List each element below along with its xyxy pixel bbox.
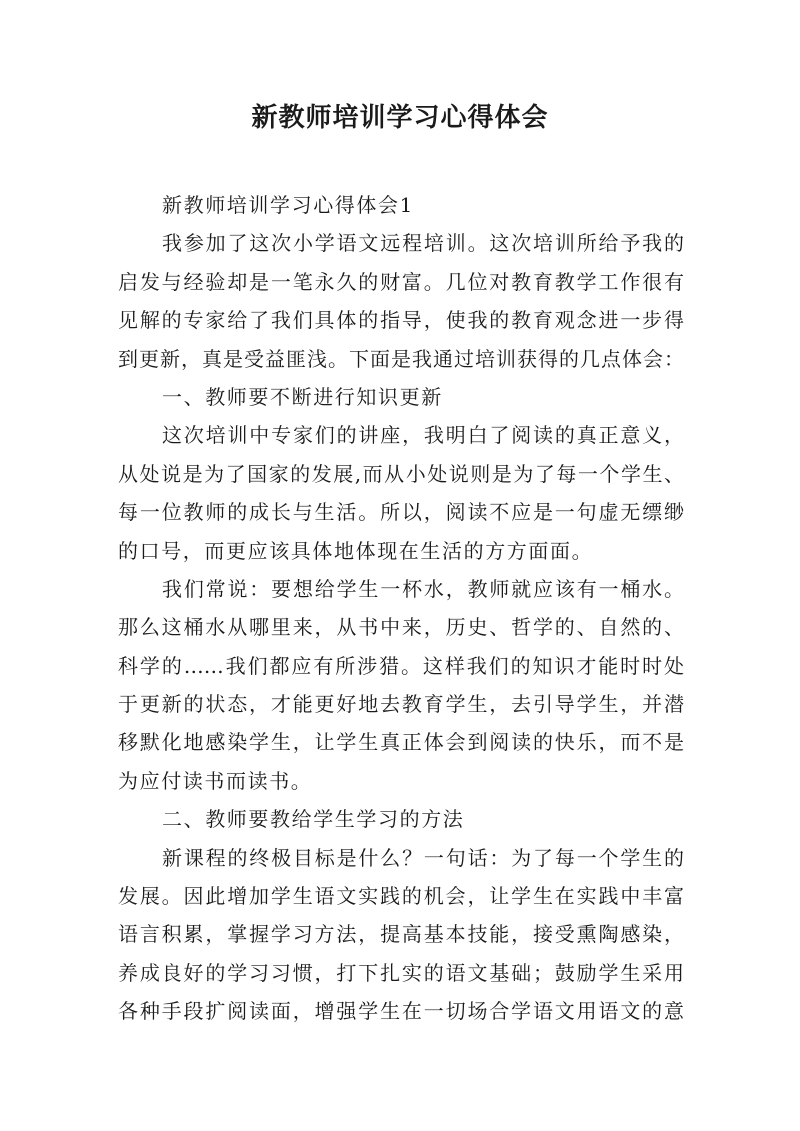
text-line: 我参加了这次小学语文远程培训。这次培训所给予我的 <box>162 231 684 256</box>
document-body <box>118 186 684 1031</box>
text-line: 新课程的终极目标是什么？一句话：为了每一个学生的 <box>162 845 684 870</box>
text-line: 科学的……我们都应有所涉猎。这样我们的知识才能时时处 <box>118 653 684 678</box>
text-line: 这次培训中专家们的讲座，我明白了阅读的真正意义， <box>162 423 684 448</box>
text-line: 发展。因此增加学生语文实践的机会，让学生在实践中丰富 <box>118 884 684 909</box>
text-line: 于更新的状态，才能更好地去教育学生，去引导学生，并潜 <box>118 692 684 717</box>
text-line: 各种手段扩阅读面，增强学生在一切场合学语文用语文的意 <box>118 999 684 1024</box>
text-line: 语言积累，掌握学习方法，提高基本技能，接受熏陶感染， <box>118 922 684 947</box>
text-line: 见解的专家给了我们具体的指导，使我的教育观念进一步得 <box>118 308 684 333</box>
text-line: 养成良好的学习习惯，打下扎实的语文基础；鼓励学生采用 <box>118 960 684 985</box>
document-title: 新教师培训学习心得体会 <box>251 103 549 133</box>
text-line: 移默化地感染学生，让学生真正体会到阅读的快乐，而不是 <box>118 730 684 755</box>
text-line: 一、教师要不断进行知识更新 <box>162 384 443 409</box>
text-line: 新教师培训学习心得体会1 <box>162 193 414 217</box>
text-line: 为应付读书而读书。 <box>118 768 313 793</box>
text-line: 二、教师要教给学生学习的方法 <box>162 807 465 832</box>
text-line: 每一位教师的成长与生活。所以，阅读不应是一句虚无缥缈 <box>118 500 684 525</box>
text-line: 到更新，真是受益匪浅。下面是我通过培训获得的几点体会： <box>118 346 684 371</box>
text-line: 我们常说：要想给学生一杯水，教师就应该有一桶水。 <box>162 576 684 601</box>
text-line: 从处说是为了国家的发展,而从小处说则是为了每一个学生、 <box>118 461 684 486</box>
text-line: 那么这桶水从哪里来，从书中来，历史、哲学的、自然的、 <box>118 615 684 640</box>
text-line: 启发与经验却是一笔永久的财富。几位对教育教学工作很有 <box>118 269 684 294</box>
text-line: 的口号，而更应该具体地体现在生活的方方面面。 <box>118 538 594 563</box>
